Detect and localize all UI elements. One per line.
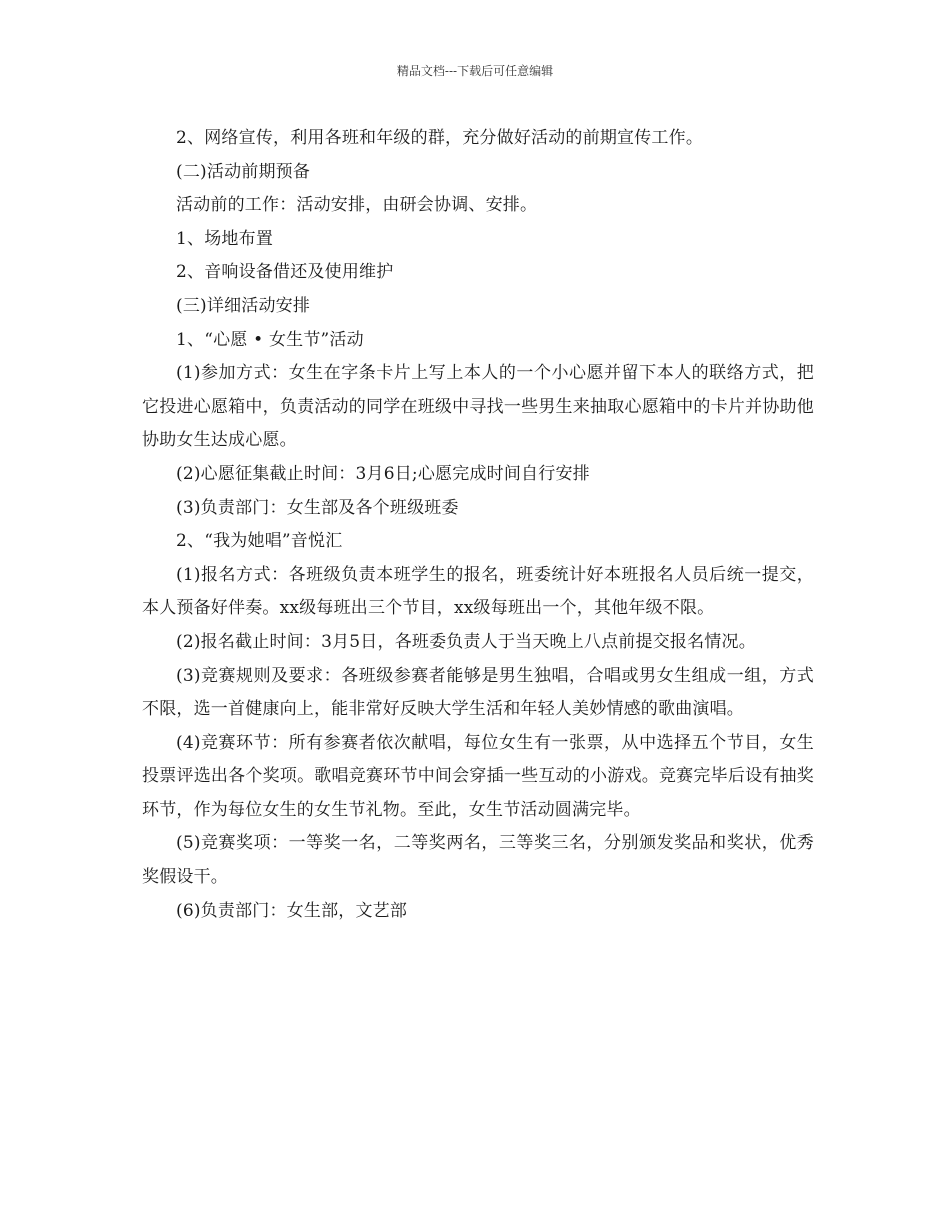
paragraph-registration-method: (1)报名方式：各班级负责本班学生的报名，班委统计好本班报名人员后统一提交，本人预备好伴奏。xx级每班出三个节目，xx级每班出一个，其他年级不限。	[142, 564, 814, 619]
paragraph-wish-deadline: (2)心愿征集截止时间：3月6日;心愿完成时间自行安排	[176, 463, 590, 484]
paragraph-pre-activity-work: 活动前的工作：活动安排，由研会协调、安排。	[176, 195, 538, 216]
heading-wish-activity: 1、“心愿 • 女生节”活动	[176, 329, 364, 350]
paragraph-competition-rules: (3)竞赛规则及要求：各班级参赛者能够是男生独唱，合唱或男女生组成一组，方式不限，选一首健康向上，能非常好反映大学生活和年轻人美妙情感的歌曲演唱。	[142, 665, 814, 720]
paragraph-participation-method: (1)参加方式：女生在字条卡片上写上本人的一个小心愿并留下本人的联络方式，把它投进心愿箱中，负责活动的同学在班级中寻找一些男生来抽取心愿箱中的卡片并协助他协助女生达成心愿。	[142, 363, 814, 451]
heading-detailed-schedule: (三)详细活动安排	[176, 295, 311, 316]
list-item-audio-equipment: 2、音响设备借还及使用维护	[176, 262, 394, 283]
paragraph-awards: (5)竞赛奖项：一等奖一名，二等奖两名，三等奖三名，分别颁发奖品和奖状，优秀奖假设干。	[142, 833, 814, 888]
page-header: 精品文档---下载后可任意编辑	[396, 64, 554, 78]
paragraph-network-promotion: 2、网络宣传，利用各班和年级的群，充分做好活动的前期宣传工作。	[176, 128, 704, 148]
paragraph-competition-process: (4)竞赛环节：所有参赛者依次献唱，每位女生有一张票，从中选择五个节目，女生投票评选出各个奖项。歌唱竞赛环节中间会穿插一些互动的小游戏。竞赛完毕后设有抽奖环节，作为每位女生的女生节礼物。至此，女生节活动圆满完毕。	[142, 732, 814, 820]
paragraph-wish-department: (3)负责部门：女生部及各个班级班委	[176, 497, 459, 518]
paragraph-singing-department: (6)负责部门：女生部，文艺部	[176, 900, 408, 921]
list-item-venue-setup: 1、场地布置	[176, 228, 274, 249]
paragraph-registration-deadline: (2)报名截止时间：3月5日，各班委负责人于当天晚上八点前提交报名情况。	[176, 631, 756, 652]
heading-singing-event: 2、“我为她唱”音悦汇	[176, 531, 343, 552]
heading-preparation: (二)活动前期预备	[176, 161, 311, 182]
document-body	[142, 122, 814, 928]
